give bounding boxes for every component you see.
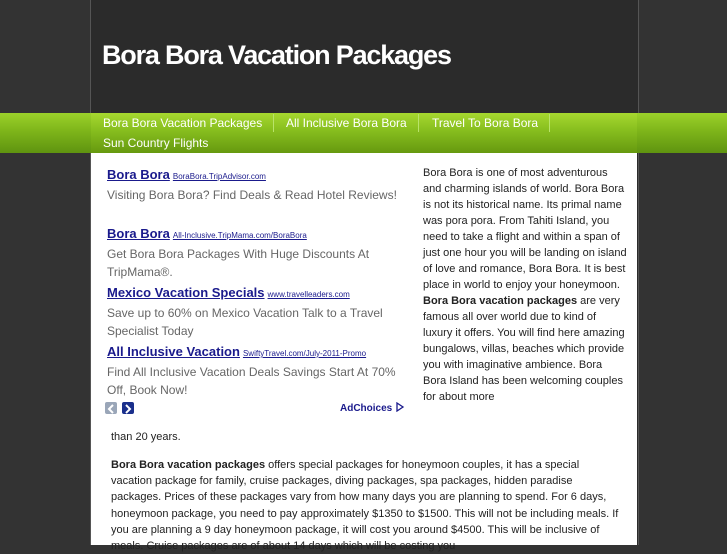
ad-description: Get Bora Bora Packages With Huge Discounts At TripMama®.	[107, 247, 370, 279]
nav-item-bora-bora-vacation-packages[interactable]: Bora Bora Vacation Packages	[103, 116, 263, 130]
ad-description: Save up to 60% on Mexico Vacation Talk to a Travel Specialist Today	[107, 306, 383, 338]
ad-title[interactable]: Bora Bora	[107, 167, 170, 182]
ad-next-button[interactable]	[122, 402, 134, 414]
ad-unit	[107, 343, 407, 399]
nav-item-travel-to-bora-bora[interactable]: Travel To Bora Bora	[432, 116, 539, 130]
chevron-right-icon	[122, 403, 134, 415]
ad-unit	[107, 284, 407, 340]
ad-title[interactable]: Bora Bora	[107, 226, 170, 241]
nav-item-sun-country-flights[interactable]: Sun Country Flights	[103, 136, 209, 150]
adchoices-icon	[395, 402, 405, 412]
article-text: offers special packages for honeymoon couples, it has a special vacation package for family, cruise packages, diving packages, spa packages, hidden paradise packages. Prices of these packages vary from how many days you are planning to spend. For 6 days, honeymoon package, you need to pay approximately $1350 to $1500. This will not be including meals. If you are planning a 9 day honeymoon package, it will cost you around $4500. This will be inclusive of meals. Cruise packages are of about 14 days which will be costing you	[111, 459, 619, 553]
ad-title[interactable]: All Inclusive Vacation	[107, 344, 240, 359]
article-paragraph-1-tail: than 20 years.	[111, 431, 181, 443]
ad-description: Find All Inclusive Vacation Deals Savings Start At 70% Off, Book Now!	[107, 365, 396, 397]
site-title[interactable]: Bora Bora Vacation Packages	[102, 40, 451, 70]
article-text: are very famous all over world due to kind of luxury it offers. You will find here amazing bungalows, villas, beaches which provide you with imaginative ambience. Bora Bora Island has been welcoming couples for about more	[423, 295, 625, 403]
ad-unit	[107, 225, 407, 281]
nav-item-all-inclusive-bora-bora[interactable]: All Inclusive Bora Bora	[286, 116, 407, 130]
article-paragraph-2	[111, 457, 621, 554]
ad-url[interactable]: www.travelleaders.com	[267, 290, 350, 299]
adchoices-label: AdChoices	[340, 403, 393, 414]
adchoices-link[interactable]	[340, 402, 405, 414]
article-paragraph-1	[423, 165, 628, 405]
article-keyword: Bora Bora vacation packages	[423, 295, 578, 307]
ad-url[interactable]: BoraBora.TripAdvisor.com	[172, 172, 266, 181]
main-nav	[91, 113, 637, 153]
article-keyword: Bora Bora vacation packages	[111, 459, 266, 471]
ad-prev-button[interactable]	[105, 402, 117, 414]
chevron-left-icon	[105, 403, 117, 415]
site-header	[91, 0, 638, 112]
ad-description: Visiting Bora Bora? Find Deals & Read Hotel Reviews!	[107, 188, 397, 202]
nav-divider	[273, 114, 274, 132]
ad-unit	[107, 166, 407, 204]
nav-divider	[549, 114, 550, 132]
ad-title[interactable]: Mexico Vacation Specials	[107, 285, 265, 300]
ad-url[interactable]: All-Inclusive.TripMama.com/BoraBora	[172, 231, 307, 240]
nav-divider	[418, 114, 419, 132]
article-text: Bora Bora is one of most adventurous and charming islands of world. Bora Bora is not its historical name. Its primal name was pora pora. From Tahiti Island, you need to take a flight and within a span of just one hour you will be landing on island of love and romance, Bora Bora. It is best place in world to enjoy your honeymoon.	[423, 167, 627, 291]
main-content	[91, 153, 637, 553]
ad-url[interactable]: SwiftyTravel.com/July-2011-Promo	[242, 349, 367, 358]
